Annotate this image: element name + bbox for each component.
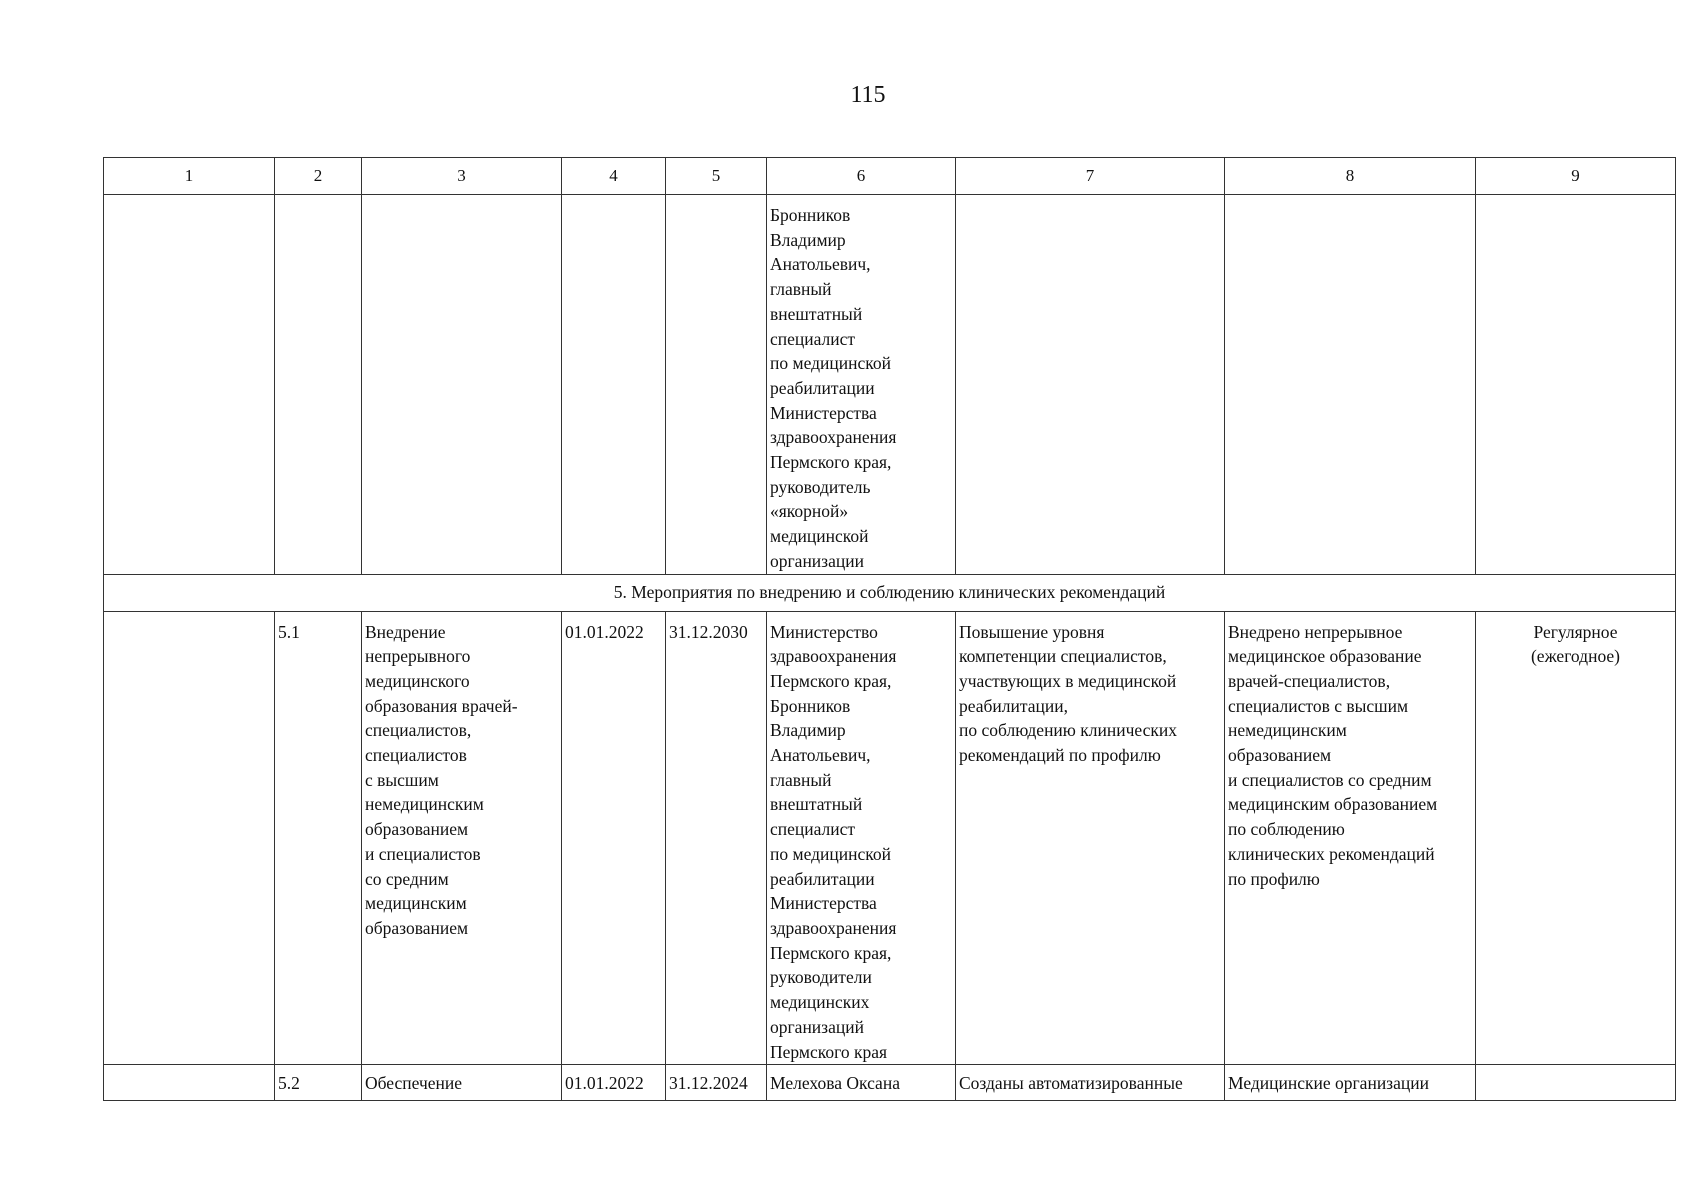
- text-line: Министерства: [770, 893, 877, 914]
- responsible-cell: [767, 611, 956, 1065]
- table-cell: [104, 1065, 275, 1101]
- table-cell: [104, 195, 275, 575]
- section-row: [104, 574, 1676, 611]
- column-number-header-row: [104, 158, 1676, 195]
- table-cell: [104, 611, 275, 1065]
- text-line: специалист: [770, 328, 856, 349]
- text-line: с высшим: [365, 769, 439, 790]
- table-cell: [1476, 195, 1676, 575]
- text-line: Владимир: [770, 720, 846, 741]
- text-line: специалистов: [365, 745, 467, 766]
- text-line: медицинским: [365, 893, 467, 914]
- column-header: 7: [956, 158, 1225, 195]
- table-cell: [275, 195, 362, 575]
- text-line: медицинского: [365, 670, 470, 691]
- text-line: по соблюдению: [1228, 819, 1345, 840]
- column-header: 5: [666, 158, 767, 195]
- text-line: компетенции специалистов,: [959, 646, 1167, 667]
- item-number: 5.2: [275, 1065, 362, 1101]
- responsible-cell: [767, 195, 956, 575]
- text-line: внештатный: [770, 794, 863, 815]
- text-line: Анатольевич,: [770, 254, 871, 275]
- text-line: рекомендаций по профилю: [959, 745, 1161, 766]
- text-line: Пермского края: [770, 1041, 888, 1062]
- text-line: по медицинской: [770, 353, 891, 374]
- table-cell: [362, 195, 562, 575]
- text-line: здравоохранения: [770, 646, 897, 667]
- measures-table: [103, 157, 1676, 1101]
- column-header: 3: [362, 158, 562, 195]
- text-line: здравоохранения: [770, 427, 897, 448]
- column-header: 4: [562, 158, 666, 195]
- table-cell: [956, 195, 1225, 575]
- text-line: здравоохранения: [770, 917, 897, 938]
- expected-result: [956, 1065, 1225, 1101]
- text-line: медицинских: [770, 992, 870, 1013]
- start-date: 01.01.2022: [562, 611, 666, 1065]
- column-header: 6: [767, 158, 956, 195]
- page-number: 115: [850, 82, 886, 108]
- text-line: организации: [770, 550, 864, 571]
- text-line: реабилитации,: [959, 695, 1068, 716]
- text-line: Министерство: [770, 621, 878, 642]
- text-line: Пермского края,: [770, 670, 892, 691]
- text-line: и специалистов: [365, 843, 481, 864]
- end-date: 31.12.2030: [666, 611, 767, 1065]
- table-row: [104, 1065, 1676, 1101]
- text-line: реабилитации: [770, 868, 875, 889]
- text-line: руководитель: [770, 476, 871, 497]
- text-line: со средним: [365, 868, 449, 889]
- text-line: образованием: [365, 819, 469, 840]
- text-line: (ежегодное): [1530, 646, 1621, 667]
- result-indicator: [1225, 1065, 1476, 1101]
- text-line: немедицинским: [1228, 720, 1347, 741]
- text-line: организаций: [770, 1016, 864, 1037]
- text-line: Внедрение: [365, 621, 446, 642]
- text-line: Бронников: [770, 205, 851, 225]
- text-line: по профилю: [1228, 868, 1320, 889]
- text-line: непрерывного: [365, 646, 471, 667]
- text-line: Владимир: [770, 229, 846, 250]
- text-line: «якорной»: [770, 501, 849, 522]
- text-line: Пермского края,: [770, 942, 892, 963]
- text-line: специалистов,: [365, 720, 472, 741]
- expected-result: [956, 611, 1225, 1065]
- text-line: главный: [770, 769, 832, 790]
- text-line: медицинской: [770, 526, 869, 547]
- text-line: клинических рекомендаций: [1228, 843, 1435, 864]
- end-date: 31.12.2024: [666, 1065, 767, 1101]
- column-header: 1: [104, 158, 275, 195]
- text-line: Регулярное: [1533, 621, 1618, 642]
- table-cell: [666, 195, 767, 575]
- text-line: Министерства: [770, 402, 877, 423]
- table-cell: [1225, 195, 1476, 575]
- frequency: [1476, 1065, 1676, 1101]
- text-line: внештатный: [770, 303, 863, 324]
- text-line: медицинским образованием: [1228, 794, 1438, 815]
- measure-name: [362, 1065, 562, 1101]
- text-line: по соблюдению клинических: [959, 720, 1177, 741]
- responsible-cell: [767, 1065, 956, 1101]
- result-indicator: [1225, 611, 1476, 1065]
- text-line: главный: [770, 279, 832, 300]
- text-line: специалист: [770, 819, 856, 840]
- text-line: реабилитации: [770, 377, 875, 398]
- text-line: Повышение уровня: [959, 621, 1105, 642]
- section-title: 5. Мероприятия по внедрению и соблюдению клинических рекомендаций: [104, 574, 1676, 611]
- text-line: образованием: [1228, 745, 1332, 766]
- column-header: 8: [1225, 158, 1476, 195]
- table-row: [104, 611, 1676, 1065]
- column-header: 2: [275, 158, 362, 195]
- text-line: участвующих в медицинской: [959, 670, 1177, 691]
- text-line: и специалистов со средним: [1228, 769, 1432, 790]
- text-line: специалистов с высшим: [1228, 695, 1409, 716]
- continuation-row: [104, 195, 1676, 575]
- text-line: образованием: [365, 917, 469, 938]
- frequency: [1476, 611, 1676, 1065]
- text-line: Медицинские организации: [1228, 1073, 1429, 1094]
- start-date: 01.01.2022: [562, 1065, 666, 1101]
- text-line: немедицинским: [365, 794, 484, 815]
- text-line: руководители: [770, 967, 872, 988]
- text-line: Созданы автоматизированные: [959, 1073, 1183, 1094]
- text-line: врачей-специалистов,: [1228, 670, 1391, 691]
- text-line: Обеспечение: [365, 1073, 463, 1094]
- column-header: 9: [1476, 158, 1676, 195]
- text-line: по медицинской: [770, 843, 891, 864]
- table-cell: [562, 195, 666, 575]
- text-line: Мелехова Оксана: [770, 1073, 900, 1094]
- text-line: Анатольевич,: [770, 745, 871, 766]
- measure-name: [362, 611, 562, 1065]
- text-line: медицинское образование: [1228, 646, 1422, 667]
- text-line: Бронников: [770, 695, 851, 716]
- item-number: 5.1: [275, 611, 362, 1065]
- text-line: Внедрено непрерывное: [1228, 621, 1403, 642]
- text-line: Пермского края,: [770, 452, 892, 473]
- text-line: образования врачей-: [365, 695, 518, 716]
